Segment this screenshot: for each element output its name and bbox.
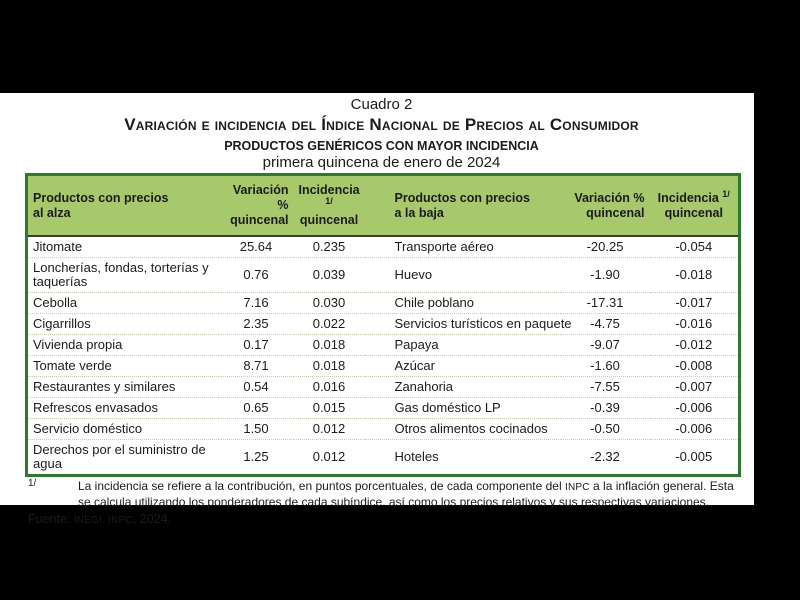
- header-variacion-baja: [561, 175, 650, 237]
- table-header: [27, 175, 740, 237]
- product-alza-cell: Servicio doméstico: [27, 419, 219, 440]
- header-line: [655, 188, 734, 206]
- incidencia-alza-cell: 0.030: [294, 293, 365, 314]
- variacion-baja-cell: -0.39: [561, 398, 650, 419]
- source-text: Fuente:: [28, 512, 74, 526]
- header-line: al alza: [33, 205, 71, 220]
- product-alza-cell: Cigarrillos: [27, 314, 219, 335]
- header-line: Productos con precios: [394, 190, 530, 205]
- incidencia-baja-cell: -0.006: [650, 398, 740, 419]
- header-variacion-alza: [219, 175, 294, 237]
- product-baja-cell: Hoteles: [365, 440, 561, 476]
- footnote-marker: 1/: [28, 478, 37, 489]
- header-text: Incidencia: [657, 190, 719, 205]
- incidencia-baja-cell: -0.054: [650, 236, 740, 258]
- variacion-baja-cell: -4.75: [561, 314, 650, 335]
- header-line: Variación %: [232, 183, 289, 212]
- header-line: quincenal: [586, 205, 645, 220]
- table-number-title: Cuadro 2: [350, 96, 413, 113]
- table-body: [27, 236, 740, 476]
- table-row: [27, 258, 740, 293]
- product-alza-cell: Restaurantes y similares: [27, 377, 219, 398]
- variacion-baja-cell: -2.32: [561, 440, 650, 476]
- incidencia-alza-cell: 0.018: [294, 335, 365, 356]
- variacion-baja-cell: -7.55: [561, 377, 650, 398]
- variacion-alza-cell: 1.50: [219, 419, 294, 440]
- header-text: Incidencia: [298, 183, 360, 197]
- header-line: quincenal: [230, 213, 289, 227]
- product-baja-cell: Papaya: [365, 335, 561, 356]
- product-alza-cell: Jitomate: [27, 236, 219, 258]
- variacion-alza-cell: 0.76: [219, 258, 294, 293]
- incidencia-baja-cell: -0.017: [650, 293, 740, 314]
- header-line: Productos con precios: [33, 190, 169, 205]
- product-baja-cell: Otros alimentos cocinados: [365, 419, 561, 440]
- product-alza-cell: Derechos por el suministro de agua: [27, 440, 219, 476]
- subtitle: PRODUCTOS GENÉRICOS CON MAYOR INCIDENCIA: [224, 139, 539, 153]
- product-baja-cell: Azúcar: [365, 356, 561, 377]
- product-baja-cell: Servicios turísticos en paquete: [365, 314, 561, 335]
- variacion-baja-cell: -17.31: [561, 293, 650, 314]
- table-header-row: [27, 175, 740, 237]
- incidencia-alza-cell: 0.012: [294, 440, 365, 476]
- footnote-reference: 1/: [722, 188, 730, 199]
- variacion-baja-cell: -1.60: [561, 356, 650, 377]
- header-line: [299, 183, 360, 213]
- incidencia-baja-cell: -0.012: [650, 335, 740, 356]
- table-row: [27, 236, 740, 258]
- product-alza-cell: Vivienda propia: [27, 335, 219, 356]
- incidencia-baja-cell: -0.006: [650, 419, 740, 440]
- variacion-alza-cell: 0.54: [219, 377, 294, 398]
- source-text: , 2024.: [132, 512, 171, 526]
- variacion-alza-cell: 0.17: [219, 335, 294, 356]
- incidencia-alza-cell: 0.012: [294, 419, 365, 440]
- header-line: quincenal: [664, 205, 723, 220]
- table-row: [27, 419, 740, 440]
- incidencia-alza-cell: 0.039: [294, 258, 365, 293]
- table-row: [27, 398, 740, 419]
- header-productos-alza: [27, 175, 219, 237]
- footnote-text-smallcaps: INPC: [564, 482, 590, 493]
- footnote-text: a la inflación general. Esta: [589, 479, 734, 493]
- header-incidencia-baja: [650, 175, 740, 237]
- variacion-baja-cell: -0.50: [561, 419, 650, 440]
- table-row: [27, 377, 740, 398]
- variacion-alza-cell: 25.64: [219, 236, 294, 258]
- source-line: [28, 511, 754, 529]
- variacion-baja-cell: -9.07: [561, 335, 650, 356]
- incidencia-alza-cell: 0.022: [294, 314, 365, 335]
- table-row: [27, 314, 740, 335]
- product-alza-cell: Refrescos envasados: [27, 398, 219, 419]
- product-alza-cell: Loncherías, fondas, torterías y taquerías: [27, 258, 219, 293]
- variacion-alza-cell: 7.16: [219, 293, 294, 314]
- header-productos-baja: [365, 175, 561, 237]
- header-incidencia-alza: [294, 175, 365, 237]
- footnote-line-2: se calcula utilizando los ponderadores de cada subíndice, así como los precios relativos y sus respectivas variaciones.: [78, 495, 709, 509]
- product-alza-cell: Cebolla: [27, 293, 219, 314]
- product-baja-cell: Chile poblano: [365, 293, 561, 314]
- variacion-alza-cell: 2.35: [219, 314, 294, 335]
- table-row: [27, 335, 740, 356]
- table-row: [27, 293, 740, 314]
- title-block: [25, 96, 738, 172]
- header-line: Variación %: [574, 190, 645, 205]
- period-title: primera quincena de enero de 2024: [262, 154, 501, 171]
- incidencia-baja-cell: -0.008: [650, 356, 740, 377]
- product-alza-cell: Tomate verde: [27, 356, 219, 377]
- incidencia-baja-cell: -0.007: [650, 377, 740, 398]
- main-title: Variación e incidencia del Índice Nacional de Precios al Consumidor: [124, 115, 639, 134]
- variacion-alza-cell: 0.65: [219, 398, 294, 419]
- footnote-line-1: [78, 479, 754, 495]
- incidencia-baja-cell: -0.016: [650, 314, 740, 335]
- variacion-alza-cell: 8.71: [219, 356, 294, 377]
- incidencia-alza-cell: 0.016: [294, 377, 365, 398]
- footnotes: [0, 479, 754, 529]
- header-line: a la baja: [394, 205, 444, 220]
- incidencia-alza-cell: 0.018: [294, 356, 365, 377]
- product-baja-cell: Transporte aéreo: [365, 236, 561, 258]
- source-text-smallcaps: INEGI. INPC: [73, 515, 133, 526]
- table-row: [27, 356, 740, 377]
- variacion-baja-cell: -1.90: [561, 258, 650, 293]
- table-row: [27, 440, 740, 476]
- footnote-reference: 1/: [325, 195, 333, 206]
- incidencia-alza-cell: 0.015: [294, 398, 365, 419]
- footnote-text: La incidencia se refiere a la contribución, en puntos porcentuales, de cada componente del: [78, 479, 565, 493]
- product-baja-cell: Huevo: [365, 258, 561, 293]
- incidencia-baja-cell: -0.005: [650, 440, 740, 476]
- inpc-incidence-table: [25, 173, 741, 477]
- incidencia-baja-cell: -0.018: [650, 258, 740, 293]
- incidencia-alza-cell: 0.235: [294, 236, 365, 258]
- product-baja-cell: Zanahoria: [365, 377, 561, 398]
- product-baja-cell: Gas doméstico LP: [365, 398, 561, 419]
- variacion-alza-cell: 1.25: [219, 440, 294, 476]
- document-page: [0, 93, 754, 526]
- header-line: quincenal: [299, 213, 359, 227]
- variacion-baja-cell: -20.25: [561, 236, 650, 258]
